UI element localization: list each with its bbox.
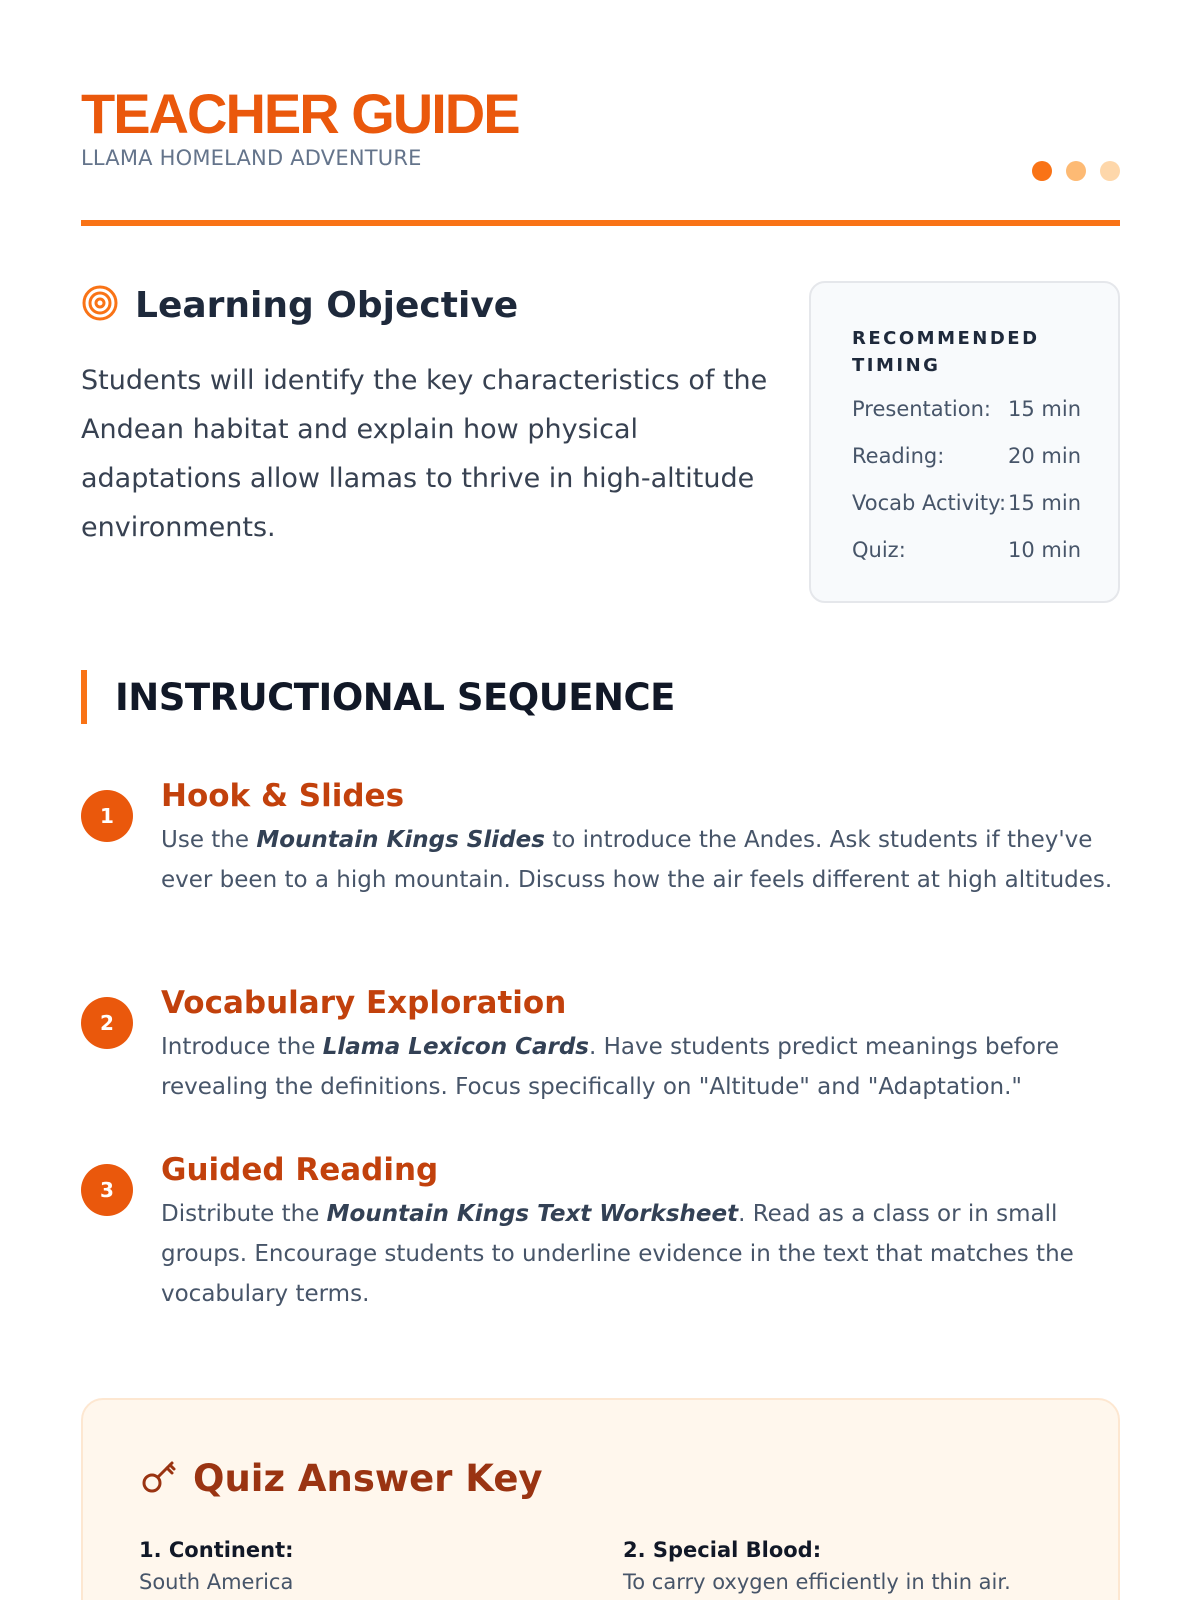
page-subtitle: LLAMA HOMELAND ADVENTURE <box>81 146 422 170</box>
dot-icon <box>1032 161 1052 181</box>
timing-row-label: Presentation: <box>852 397 991 421</box>
sequence-step <box>81 983 1120 1107</box>
quiz-answer-item <box>139 1538 579 1594</box>
timing-row <box>852 395 1118 423</box>
timing-row-label: Quiz: <box>852 538 906 562</box>
page-header <box>81 84 1120 170</box>
step-text: Distribute the Mountain Kings Text Worksheet. Read as a class or in small groups. Encourage students to underline evidence in the text that matches the vocabulary terms. <box>161 1201 1074 1307</box>
step-title: Vocabulary Exploration <box>161 985 567 1021</box>
instructional-sequence-heading <box>81 670 675 724</box>
sequence-step <box>81 1150 1120 1314</box>
timing-row-label: Vocab Activity: <box>852 491 1007 515</box>
timing-row-value: 15 min <box>1008 491 1081 515</box>
header-divider <box>81 220 1120 226</box>
page-title: TEACHER GUIDE <box>81 82 519 145</box>
step-text: Use the Mountain Kings Slides to introduce the Andes. Ask students if they've ever been to a high mountain. Discuss how the air feels different at high altitudes. <box>161 827 1113 893</box>
sequence-title: INSTRUCTIONAL SEQUENCE <box>115 675 675 719</box>
quiz-answer: To carry oxygen efficiently in thin air. <box>623 1570 1011 1594</box>
learning-objective-section <box>81 284 771 552</box>
timing-row-value: 10 min <box>1008 538 1081 562</box>
key-icon <box>139 1456 179 1500</box>
timing-row <box>852 489 1118 517</box>
timing-label: RECOMMENDED TIMING <box>852 328 1040 376</box>
objective-text: Students will identify the key characteristics of the Andean habitat and explain how physical adaptations allow llamas to thrive in high-altitude environments. <box>81 365 768 543</box>
step-title: Guided Reading <box>161 1152 439 1188</box>
timing-row-value: 15 min <box>1008 397 1081 421</box>
step-text: Introduce the Llama Lexicon Cards. Have students predict meanings before revealing the definitions. Focus specifically on "Altitude" and "Adaptation." <box>161 1034 1060 1100</box>
resource-name: Mountain Kings Text Worksheet <box>326 1201 739 1227</box>
sequence-step <box>81 776 1120 900</box>
quiz-answer: South America <box>139 1570 294 1594</box>
quiz-question: 1. Continent: <box>139 1538 294 1562</box>
quiz-title: Quiz Answer Key <box>193 1456 543 1500</box>
timing-row-value: 20 min <box>1008 444 1081 468</box>
step-number-badge: 1 <box>81 790 133 842</box>
step-title: Hook & Slides <box>161 778 405 814</box>
dot-icon <box>1066 161 1086 181</box>
step-number-badge: 2 <box>81 997 133 1049</box>
dot-icon <box>1100 161 1120 181</box>
step-number-badge: 3 <box>81 1164 133 1216</box>
quiz-answer-item <box>623 1538 1063 1594</box>
quiz-heading <box>139 1456 543 1500</box>
quiz-question: 2. Special Blood: <box>623 1538 822 1562</box>
recommended-timing-card <box>809 281 1120 603</box>
decorative-dots <box>1032 161 1120 181</box>
target-icon <box>81 284 119 326</box>
resource-name: Mountain Kings Slides <box>256 827 545 853</box>
timing-row <box>852 442 1118 470</box>
objective-heading <box>81 284 771 326</box>
quiz-answer-key-card <box>81 1398 1120 1600</box>
timing-row <box>852 536 1118 564</box>
objective-title: Learning Objective <box>135 284 519 326</box>
timing-row-label: Reading: <box>852 444 945 468</box>
resource-name: Llama Lexicon Cards <box>322 1034 589 1060</box>
